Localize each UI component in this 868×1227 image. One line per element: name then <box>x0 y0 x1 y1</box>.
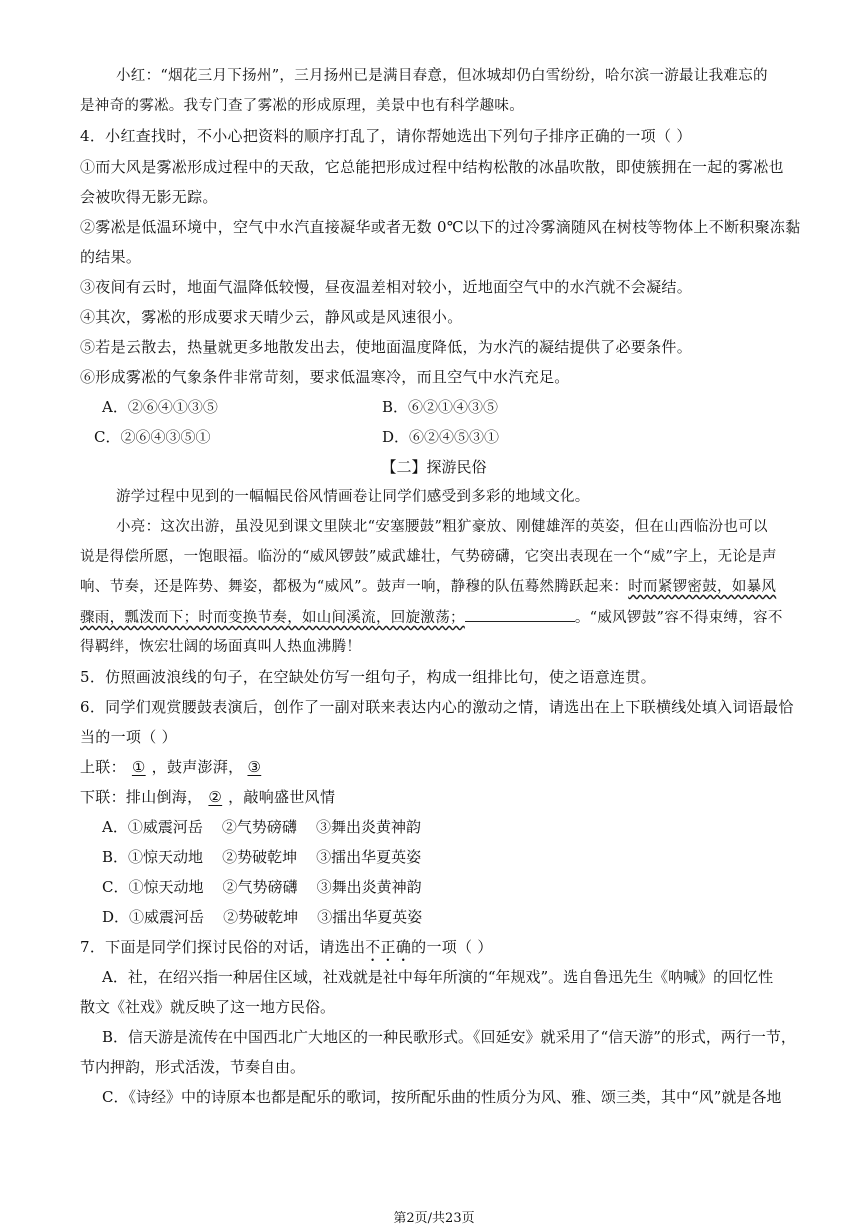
wavy-sentence-part-1: 时而紧锣密鼓，如暴风 <box>628 579 777 595</box>
q7-option-a-line-1[interactable]: A．社，在绍兴指一种居住区域，社戏就是社中每年所演的“年规戏”。选自鲁迅先生《呐喊》的回忆性 <box>102 968 774 986</box>
passage-line-3 <box>80 577 776 597</box>
q5-stem: 5．仿照画波浪线的句子，在空缺处仿写一组句子，构成一组排比句，使之语意连贯。 <box>80 668 656 686</box>
blank-3: ③ <box>247 758 262 776</box>
blank-2: ② <box>208 788 223 806</box>
upper-label: 上联： <box>80 758 126 776</box>
q6-option-d[interactable]: D．①威震河岳 ②势破乾坤 ③擂出华夏英姿 <box>102 908 423 926</box>
q4-sentence-3: ③夜间有云时，地面气温降低较慢，昼夜温差相对较小，近地面空气中的水汽就不会凝结。 <box>80 278 693 296</box>
q4-option-a[interactable]: A．②⑥④①③⑤ <box>102 398 218 416</box>
q7-option-a-line-2: 散文《社戏》就反映了这一地方民俗。 <box>80 998 336 1016</box>
q6-lower-couplet <box>80 787 335 807</box>
q6-option-a[interactable]: A．①威震河岳 ②气势磅礴 ③舞出炎黄神韵 <box>102 818 421 836</box>
section-title: 【二】探游民俗 <box>381 458 487 476</box>
q7-option-b-line-1[interactable]: B．信天游是流传在中国西北广大地区的一种民歌形式。《回延安》就采用了“信天游”的形式，两行一节， <box>102 1028 796 1046</box>
lower-end: ，敲响盛世风情 <box>228 788 336 806</box>
passage-line-5: 得羁绊，恢宏壮阔的场面真叫人热血沸腾！ <box>80 639 362 655</box>
q6-stem-b: 当的一项（ ） <box>80 728 177 746</box>
q7-stem <box>80 937 493 965</box>
q6-option-c[interactable]: C．①惊天动地 ②气势磅礴 ③舞出炎黄神韵 <box>102 878 422 896</box>
passage-line-2: 说是得偿所愿，一饱眼福。临汾的“威风锣鼓”威武雄壮，气势磅礴，它突出表现在一个“威”字上，无论是声 <box>80 549 777 565</box>
q4-sentence-5: ⑤若是云散去，热量就更多地散发出去，使地面温度降低，为水汽的凝结提供了必要条件。 <box>80 338 693 356</box>
q6-upper-couplet <box>80 757 265 777</box>
q4-sentence-2b: 的结果。 <box>80 248 142 266</box>
q7-emphasis: 不正确 <box>365 938 412 956</box>
passage-line-3-text: 响、节奏，还是阵势、舞姿，都极为“威风”。鼓声一响，静穆的队伍蓦然腾跃起来： <box>80 579 629 595</box>
wavy-sentence-part-2: 骤雨，瓢泼而下；时而变换节奏，如山间溪流，回旋激荡； <box>80 610 465 626</box>
q4-sentence-1b: 会被吹得无影无踪。 <box>80 188 218 206</box>
passage-line-4 <box>80 607 783 628</box>
q4-sentence-1a: ①而大风是雾凇形成过程中的天敌，它总能把形成过程中结构松散的冰晶吹散，即使簇拥在一起的雾凇也 <box>80 158 784 176</box>
passage-line-4-end: 。“威风锣鼓”容不得束缚，容不 <box>574 610 783 626</box>
page-number: 第2页/共23页 <box>393 1211 475 1226</box>
q4-option-c[interactable]: C．②⑥④③⑤① <box>94 428 211 446</box>
q4-stem: 4．小红查找时，不小心把资料的顺序打乱了，请你帮她选出下列句子排序正确的一项（ ） <box>80 127 692 145</box>
q4-option-d[interactable]: D．⑥②④⑤③① <box>382 428 500 446</box>
section2-intro: 游学过程中见到的一幅幅民俗风情画卷让同学们感受到多彩的地域文化。 <box>116 489 590 505</box>
intro-line-2: 是神奇的雾凇。我专门查了雾凇的形成原理，美景中也有科学趣味。 <box>80 98 524 114</box>
q6-stem-a: 6．同学们观赏腰鼓表演后，创作了一副对联来表达内心的激动之情，请选出在上下联横线处填入词语最恰 <box>80 698 794 716</box>
passage-line-1: 小亮：这次出游，虽没见到课文里陕北“安塞腰鼓”粗犷豪放、刚健雄浑的英姿，但在山西临汾也可以 <box>116 519 768 535</box>
fill-blank[interactable] <box>465 607 575 622</box>
q7-option-c-line-1[interactable]: C．《诗经》中的诗原本也都是配乐的歌词，按所配乐曲的性质分为风、雅、颂三类，其中“风”就是各地 <box>102 1088 782 1106</box>
q6-option-b[interactable]: B．①惊天动地 ②势破乾坤 ③擂出华夏英姿 <box>102 848 422 866</box>
upper-mid: ，鼓声澎湃， <box>151 758 244 776</box>
q7-option-b-line-2: 节内押韵，形式活泼，节奏自由。 <box>80 1058 306 1076</box>
q4-sentence-4: ④其次，雾凇的形成要求天晴少云，静风或是风速很小。 <box>80 308 463 326</box>
q4-sentence-2a: ②雾凇是低温环境中，空气中水汽直接凝华或者无数 0℃以下的过冷雾滴随风在树枝等物体上不断积聚冻黏 <box>80 218 801 236</box>
intro-line-1: 小红：“烟花三月下扬州”，三月扬州已是满目春意，但冰城却仍白雪纷纷，哈尔滨一游最让我难忘的 <box>116 68 768 84</box>
q4-sentence-6: ⑥形成雾凇的气象条件非常苛刻，要求低温寒冷，而且空气中水汽充足。 <box>80 368 570 386</box>
blank-1: ① <box>131 758 146 776</box>
q7-stem-post: 的一项（ ） <box>411 938 493 956</box>
q4-option-b[interactable]: B．⑥②①④③⑤ <box>382 398 499 416</box>
lower-label: 下联：排山倒海， <box>80 788 203 806</box>
q7-stem-pre: 7．下面是同学们探讨民俗的对话，请选出 <box>80 938 366 956</box>
